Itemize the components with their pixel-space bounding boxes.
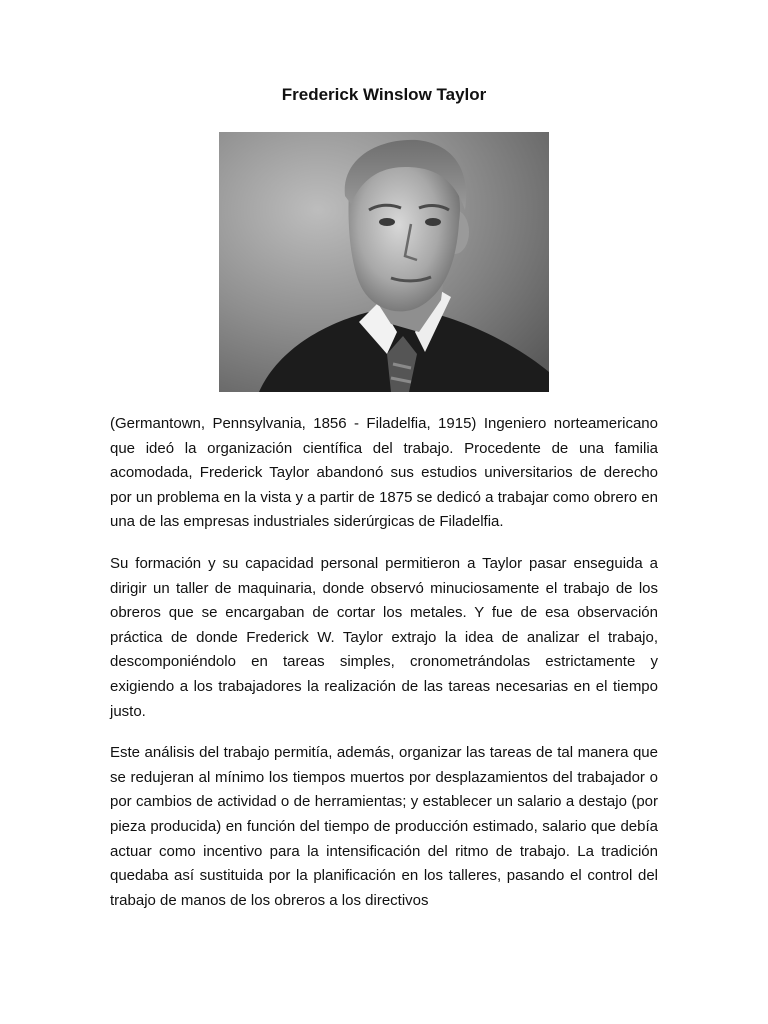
portrait-photo bbox=[219, 132, 549, 392]
paragraph-2: Su formación y su capacidad personal permitieron a Taylor pasar enseguida a dirigir un taller de maquinaria, donde observó minuciosamente el trabajo de los obreros que se encargaban de cortar los metales. Y fue de esa observación práctica de donde Frederick W. Taylor extrajo la idea de analizar el trabajo, descomponiéndolo en tareas simples, cronometrándolas estrictamente y exigiendo a los trabajadores la realización de las tareas necesarias en el tiempo justo. bbox=[110, 554, 658, 720]
body-text bbox=[110, 412, 658, 930]
paragraph-3: Este análisis del trabajo permitía, además, organizar las tareas de tal manera que se redujeran al mínimo los tiempos muertos por desplazamientos del trabajador o por cambios de actividad o de herramientas; y establecer un salario a destajo (por pieza producida) en función del tiempo de producción estimado, salario que debía actuar como incentivo para la intensificación del ritmo de trabajo. La tradición quedaba así sustituida por la planificación en los talleres, pasando el control del trabajo de manos de los obreros a los directivos bbox=[110, 744, 658, 909]
paragraph-1: (Germantown, Pennsylvania, 1856 - Filadelfia, 1915) Ingeniero norteamericano que ideó la organización científica del trabajo. Procedente de una familia acomodada, Frederick Taylor abandonó sus estudios universitarios de derecho por un problema en la vista y a partir de 1875 se dedicó a trabajar como obrero en una de las empresas industriales siderúrgicas de Filadelfia. bbox=[110, 415, 658, 531]
document-title: Frederick Winslow Taylor bbox=[281, 85, 487, 104]
